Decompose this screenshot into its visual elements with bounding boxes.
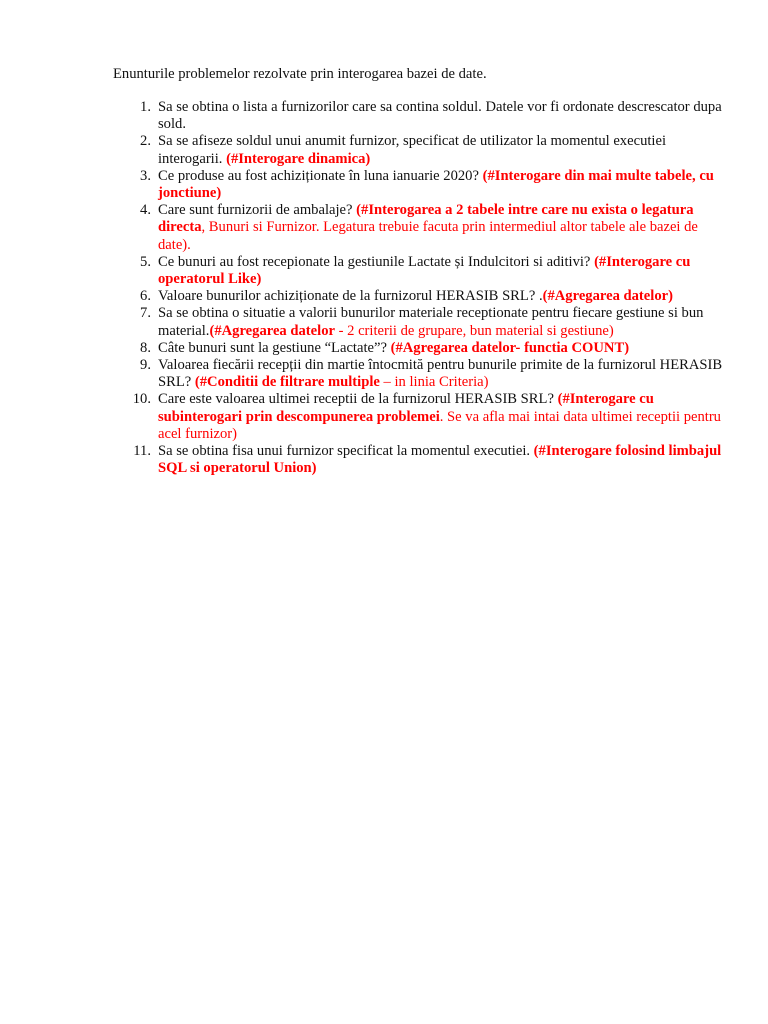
list-item — [113, 133, 733, 167]
item-text: Sa se obtina fisa unui furnizor specificat la momentul executiei. — [158, 443, 534, 460]
item-highlight: (#Interogare din mai multe tabele, cu jonctiune) — [158, 167, 714, 202]
item-highlight: (#Interogarea a 2 tabele intre care nu exista o legatura directa — [158, 202, 694, 236]
item-text: Ce bunuri au fost recepionate la gestiunile Lactate și Indulcitori si aditivi? — [158, 253, 595, 270]
item-number: 3. — [140, 167, 151, 184]
item-number: 10. — [132, 391, 151, 408]
list-item — [113, 357, 733, 391]
item-highlight: (#Agregarea datelor — [209, 322, 335, 339]
item-text: Valoarea fiecării recepții din martie întocmită pentru bunurile primite de la furnizorul HERASIB SRL? — [158, 357, 723, 391]
list-item — [113, 288, 733, 305]
item-highlight: (#Interogare cu operatorul Like) — [158, 253, 691, 288]
item-text: Sa se obtina o situatie a valorii bunurilor materiale receptionate pentru fiecare gestiune si bun material. — [158, 305, 704, 339]
item-note: , Bunuri si Furnizor. Legatura trebuie facuta prin intermediul altor tabele ale bazei de date). — [158, 219, 698, 253]
list-item — [113, 168, 733, 202]
item-note: - 2 criterii de grupare, bun material si gestiune) — [334, 322, 614, 339]
list-item — [113, 202, 733, 254]
item-text: Sa se afiseze soldul unui anumit furnizor, specificat de utilizator la momentul executiei interogarii. — [158, 133, 667, 167]
list-item — [113, 254, 733, 288]
list-item — [113, 99, 733, 133]
item-note: . Se va afla mai intai data ultimei receptii pentru acel furnizor) — [158, 408, 721, 442]
item-number: 11. — [133, 443, 151, 460]
item-number: 1. — [140, 99, 151, 115]
item-number: 7. — [140, 305, 151, 322]
item-number: 2. — [140, 133, 151, 150]
item-text: Ce produse au fost achiziționate în luna ianuarie 2020? — [158, 167, 483, 184]
item-highlight: (#Agregarea datelor- functia COUNT) — [390, 339, 630, 356]
item-number: 4. — [140, 202, 151, 219]
item-number: 6. — [140, 288, 151, 305]
item-text: Care sunt furnizorii de ambalaje? — [158, 202, 357, 219]
item-highlight: (#Agregarea datelor) — [542, 288, 673, 305]
list-item — [113, 443, 733, 477]
item-note: – in linia Criteria) — [379, 374, 489, 391]
item-highlight: (#Interogare dinamica) — [226, 150, 371, 167]
item-number: 5. — [140, 253, 151, 270]
item-number: 8. — [140, 339, 151, 356]
document-heading: Enunturile problemelor rezolvate prin interogarea bazei de date. — [113, 66, 487, 82]
list-item — [113, 391, 733, 443]
item-text: Sa se obtina o lista a furnizorilor care sa contina soldul. Datele vor fi ordonate descrescator dupa sold. — [158, 99, 722, 133]
item-highlight: (#Interogare folosind limbajul SQL si operatorul Union) — [158, 443, 722, 477]
item-text: Valoare bunurilor achiziționate de la furnizorul HERASIB SRL? . — [158, 288, 543, 305]
problem-list — [113, 99, 733, 477]
item-number: 9. — [140, 357, 151, 374]
item-text: Care este valoarea ultimei receptii de la furnizorul HERASIB SRL? — [158, 391, 558, 408]
list-item — [113, 305, 733, 339]
list-item — [113, 340, 733, 357]
item-highlight: (#Interogare cu subinterogari prin descompunerea problemei — [158, 391, 654, 425]
item-highlight: (#Conditii de filtrare multiple — [194, 374, 380, 391]
item-text: Câte bunuri sunt la gestiune “Lactate”? — [158, 339, 391, 356]
